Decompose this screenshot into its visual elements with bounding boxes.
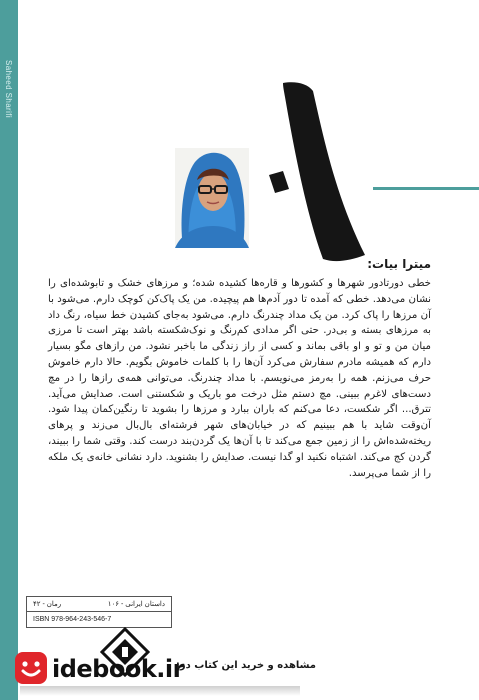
book-spine	[0, 0, 18, 700]
decorative-accent-line	[373, 187, 479, 190]
series-label: رمان - ۴۲	[33, 601, 62, 608]
catalog-row	[27, 597, 171, 611]
author-name-heading: میترا بیات:	[367, 257, 431, 271]
isbn-label: ISBN 978-964-243-546-7	[33, 615, 112, 623]
spine-author-label: Saheed Sharifi	[4, 60, 13, 119]
isbn-row	[27, 611, 171, 626]
watermark-caption: مشاهده و خرید این کتاب در:	[175, 660, 316, 671]
author-photo	[175, 148, 249, 248]
calligraphy-alef-ornament	[249, 75, 369, 265]
watermark-brand-link[interactable]: idebook.ir	[52, 655, 184, 683]
category-label: داستان ایرانی - ۱۰۶	[107, 601, 165, 608]
catalog-info-box	[26, 596, 172, 628]
author-bio-text: خطی دورتادور شهرها و کشورها و قاره‌ها کشیده شده؛ و مرزهای خشک و تابوشده‌ای را نشان می‌دهد. خطی که آمده تا دور آدم‌ها هم پیچیده. من یک پاک‌کن کوچک دارم. می‌شود با آن مرزها را پاک کرد. من یک مداد چندرنگ دارم. می‌شود به‌جای کشیدن خط سیاه، رنگ داد به مرزهای بسته و بی‌در. حتی اگر مدادی کم‌رنگ و نوک‌شکسته باشد بهتر است تا مرزی میان من و تو و او باقی بماند و کسی از راز زندگی ما باخبر نشود. من رازهای مگو بسیار دارم که همیشه مادرم سفارش می‌کرد آن‌ها را با کلمات خاموش بگویم. حالا دارم خاموش حرف می‌زنم. همه را به‌رمز می‌نویسم. با مداد چندرنگ. می‌توانی همه‌ی رازها را در مچ دست‌های لاغرم ببینی. مچ دستم مثل درخت مو باریک و شکستنی است. صدایش می‌آید. تترق... اگر شکست، دعا می‌کنم که باران ببارد و مرزها را بشوید تا رنگین‌کمان پیدا شود. آن‌وقت شاید با هم ببینیم که در خیابان‌های شهر فرشته‌ای بال‌بال می‌زند و پرهای ریخته‌شده‌اش را از زمین جمع می‌کند تا با آن‌ها یک گردن‌بند درست کند. وقتی شما را ببیند، گردن کج می‌کند. اشتباه نکنید او گدا نیست. صدایش را بشنوید. دارد نشانی خانه‌ی یک ملکه را از شما می‌پرسد.	[48, 278, 431, 479]
brand-smile-icon	[14, 651, 48, 685]
